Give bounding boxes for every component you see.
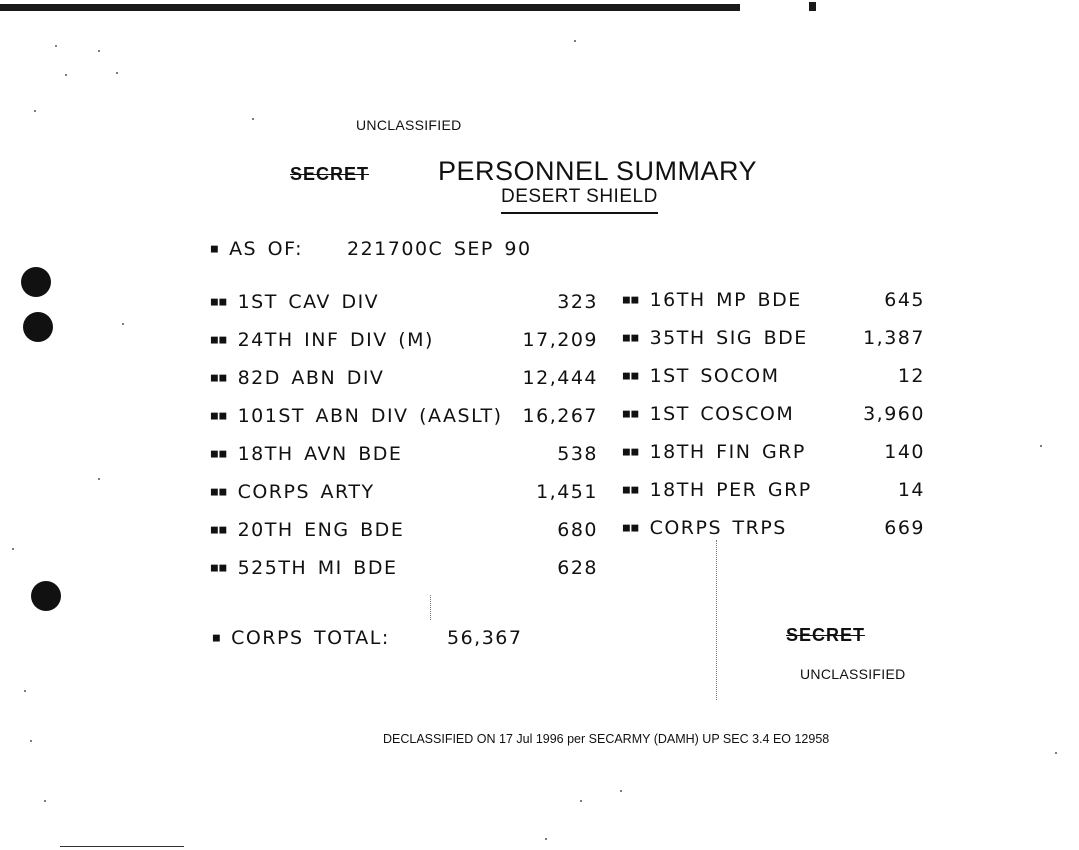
declassification-note: DECLASSIFIED ON 17 Jul 1996 per SECARMY (DAMH) UP SEC 3.4 EO 12958 xyxy=(383,732,830,746)
unit-value: 538 xyxy=(557,443,598,465)
total-row xyxy=(212,627,390,649)
bullet-icon: ■■ xyxy=(622,523,640,534)
punch-hole xyxy=(31,581,61,611)
unit-value: 1,387 xyxy=(863,327,925,349)
scan-speck xyxy=(1055,752,1057,754)
bullet-icon: ■■ xyxy=(210,335,228,346)
unit-row-left xyxy=(210,519,404,541)
scan-speck xyxy=(252,118,254,120)
scan-speck xyxy=(55,45,57,47)
unit-value: 16,267 xyxy=(522,405,598,427)
scan-speck xyxy=(98,478,100,480)
bullet-icon: ■■ xyxy=(622,371,640,382)
bullet-icon: ■■ xyxy=(622,333,640,344)
unit-value: 12 xyxy=(897,365,925,387)
unit-name: 18TH PER GRP xyxy=(649,479,812,501)
unit-name: 18TH AVN BDE xyxy=(237,443,403,465)
bullet-icon: ■■ xyxy=(210,297,228,308)
unit-value: 1,451 xyxy=(536,481,598,503)
punch-hole xyxy=(21,267,51,297)
unit-row-right xyxy=(622,479,812,501)
as-of-row xyxy=(210,238,303,260)
unit-name: 82D ABN DIV xyxy=(237,367,385,389)
unit-row-left xyxy=(210,291,379,313)
unit-row-left xyxy=(210,367,384,389)
unit-name: 16TH MP BDE xyxy=(649,289,802,311)
unit-row-left xyxy=(210,329,434,351)
unit-row-left xyxy=(210,443,402,465)
scan-bottom-line xyxy=(60,846,184,847)
bullet-icon: ■■ xyxy=(210,487,228,498)
scan-speck xyxy=(65,74,67,76)
unit-value: 628 xyxy=(557,557,598,579)
total-label: CORPS TOTAL: xyxy=(231,627,390,649)
unit-name: CORPS ARTY xyxy=(237,481,375,503)
scan-speck xyxy=(12,548,14,550)
unit-name: 24TH INF DIV (M) xyxy=(237,329,434,351)
page-subtitle: DESERT SHIELD xyxy=(501,186,658,214)
scan-dotted-line xyxy=(430,595,431,620)
classification-bottom: UNCLASSIFIED xyxy=(800,666,906,682)
unit-name: 1ST SOCOM xyxy=(649,365,780,387)
unit-name: 1ST COSCOM xyxy=(649,403,795,425)
scan-speck xyxy=(30,740,32,742)
unit-value: 12,444 xyxy=(522,367,598,389)
unit-row-left xyxy=(210,481,375,503)
page-title: PERSONNEL SUMMARY xyxy=(438,156,758,186)
unit-row-left xyxy=(210,557,397,579)
scan-speck xyxy=(116,72,118,74)
unit-row-left xyxy=(210,405,503,427)
bullet-icon: ■■ xyxy=(210,563,228,574)
bullet-icon: ■■ xyxy=(210,449,228,460)
bullet-icon: ■ xyxy=(212,633,221,644)
unit-row-right xyxy=(622,365,780,387)
scan-speck xyxy=(98,50,100,52)
as-of-value: 221700C SEP 90 xyxy=(347,238,532,260)
unit-name: 525TH MI BDE xyxy=(237,557,398,579)
unit-value: 140 xyxy=(884,441,925,463)
scan-speck xyxy=(1040,445,1042,447)
unit-row-right xyxy=(622,403,794,425)
total-value: 56,367 xyxy=(447,627,523,649)
scan-speck xyxy=(620,790,622,792)
unit-row-right xyxy=(622,441,806,463)
bullet-icon: ■■ xyxy=(622,447,640,458)
unit-name: 1ST CAV DIV xyxy=(237,291,380,313)
scan-speck xyxy=(580,800,582,802)
unit-value: 680 xyxy=(557,519,598,541)
secret-stamp-bottom: SECRET xyxy=(786,625,866,645)
scan-speck xyxy=(122,323,124,325)
bullet-icon: ■ xyxy=(210,244,219,255)
bullet-icon: ■■ xyxy=(622,485,640,496)
bullet-icon: ■■ xyxy=(210,411,228,422)
unit-name: CORPS TRPS xyxy=(649,517,787,539)
unit-name: 101ST ABN DIV (AASLT) xyxy=(237,405,503,427)
bullet-icon: ■■ xyxy=(210,373,228,384)
unit-name: 35TH SIG BDE xyxy=(649,327,808,349)
unit-value: 3,960 xyxy=(863,403,925,425)
unit-name: 20TH ENG BDE xyxy=(237,519,405,541)
unit-value: 14 xyxy=(897,479,925,501)
scan-speck xyxy=(24,690,26,692)
unit-row-right xyxy=(622,517,787,539)
classification-top: UNCLASSIFIED xyxy=(356,117,462,133)
secret-stamp-top: SECRET xyxy=(290,164,370,184)
scan-speck xyxy=(44,800,46,802)
scan-dotted-line xyxy=(716,540,717,700)
unit-row-right xyxy=(622,327,808,349)
scan-top-mark xyxy=(809,2,816,11)
bullet-icon: ■■ xyxy=(622,409,640,420)
as-of-label: AS OF: xyxy=(229,238,303,260)
scan-speck xyxy=(545,838,547,840)
bullet-icon: ■■ xyxy=(622,295,640,306)
unit-value: 669 xyxy=(884,517,925,539)
unit-value: 645 xyxy=(884,289,925,311)
scan-speck xyxy=(574,40,576,42)
unit-value: 323 xyxy=(557,291,598,313)
punch-hole xyxy=(23,312,53,342)
unit-name: 18TH FIN GRP xyxy=(649,441,806,463)
scan-speck xyxy=(34,110,36,112)
bullet-icon: ■■ xyxy=(210,525,228,536)
scan-top-bar xyxy=(0,4,740,11)
unit-value: 17,209 xyxy=(522,329,598,351)
unit-row-right xyxy=(622,289,802,311)
